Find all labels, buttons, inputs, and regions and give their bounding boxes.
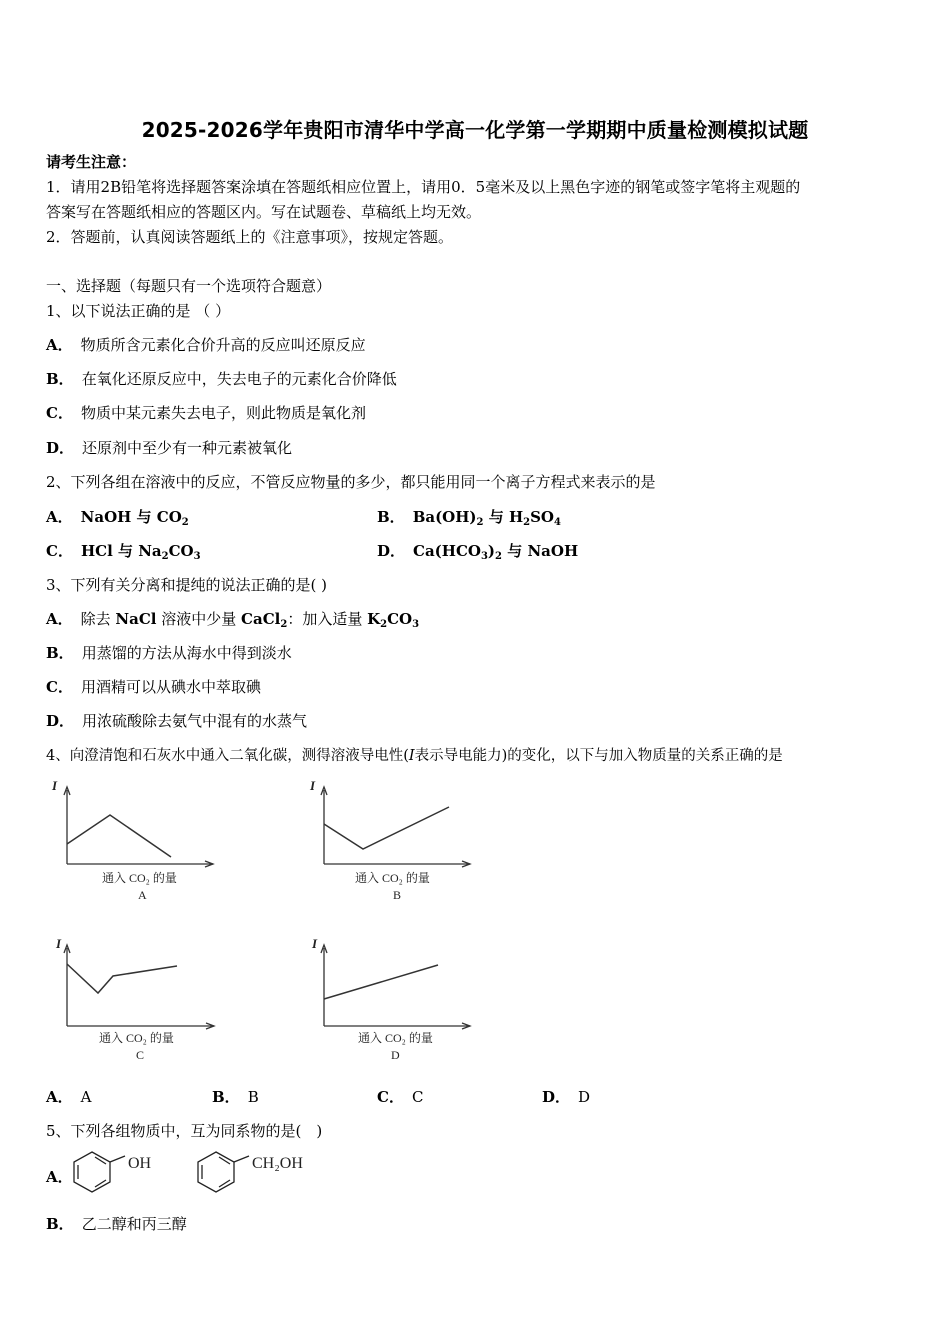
benzyl-ch2oh-label: CH₂OH [252,1155,303,1172]
graph-x-label: 通入 CO₂ 的量 [99,1031,174,1045]
q4-option-b[interactable] [212,1087,259,1107]
graph-a [48,776,228,904]
q4-stem [46,746,783,766]
q5-option-a-structures [70,1146,330,1202]
graph-c [50,934,230,1062]
option-label: B． [212,1088,240,1106]
option-label: D． [377,542,406,560]
option-text: C [411,1088,424,1106]
graph-d [306,934,486,1062]
graph-curve [67,964,177,993]
graph-y-label: I [312,936,318,951]
phenol-structure [74,1152,125,1192]
option-label: B． [46,1215,74,1233]
q4-option-d[interactable] [542,1087,590,1107]
q3-option-c[interactable] [46,677,261,697]
option-label: C． [377,1088,404,1106]
option-text: A [80,1088,92,1106]
q4-stem-part: 表示导电能力)的变化，以下与加入物质量的关系正确的是 [414,748,783,764]
option-text: 物质中某元素失去电子，则此物质是氧化剂 [80,404,366,422]
option-text: 物质所含元素化合价升高的反应叫还原反应 [80,336,366,354]
section-heading: 一、选择题（每题只有一个选项符合题意） [46,277,332,295]
graph-letter: B [393,888,402,902]
option-text: 还原剂中至少有一种元素被氧化 [82,439,293,457]
graph-x-label: 通入 CO₂ 的量 [358,1031,433,1045]
option-label: A． [46,1088,73,1106]
option-text: B [247,1088,259,1106]
option-label: D． [46,439,75,457]
graph-curve [67,815,171,857]
q1-option-d[interactable] [46,438,292,458]
q4-option-a[interactable] [46,1087,91,1107]
graph-x-label: 通入 CO₂ 的量 [355,871,430,885]
double-bond [95,1157,106,1164]
benzene-ring [74,1152,110,1192]
graph-letter: A [138,888,147,902]
q1-option-b[interactable] [46,369,397,389]
option-label: D． [46,712,75,730]
graph-letter: D [391,1048,400,1062]
benzene-ring [198,1152,234,1192]
phenol-oh-label: OH [128,1155,152,1172]
option-label: B． [377,508,405,526]
notice-line-1a: 1．请用2B铅笔将选择题答案涂填在答题纸相应位置上，请用0．5毫米及以上黑色字迹的钢笔或签字笔将主观题的 [46,178,801,196]
option-text: D [578,1088,591,1106]
q4-option-c[interactable] [377,1087,423,1107]
graph-letter: C [136,1048,145,1062]
q3-stem: 3、下列有关分离和提纯的说法正确的是( ) [46,576,328,594]
q2-option-b[interactable]: B． $Ba(OH)_2$ 与 $H_2SO_4$ [377,508,561,528]
q4-stem-part: 4、向澄清饱和石灰水中通入二氧化碳，测得溶液导电性( [46,748,409,764]
double-bond [95,1180,106,1187]
q2-option-c[interactable]: C． HCl 与 $Na_2CO_3$ [46,542,201,562]
substituent-bond [110,1156,125,1162]
q5-stem: 5、下列各组物质中，互为同系物的是( ) [46,1122,323,1140]
page-title: 2025-2026学年贵阳市清华中学高一化学第一学期期中质量检测模拟试题 [141,118,809,142]
q3-option-b[interactable] [46,643,292,663]
option-label: B． [46,370,74,388]
option-text: 在氧化还原反应中，失去电子的元素化合价降低 [81,370,397,388]
option-label: A． [46,508,73,526]
notice-line-1b: 答案写在答题纸相应的答题区内。写在试题卷、草稿纸上均无效。 [46,203,482,221]
q4-stem-symbol: I [408,748,415,764]
q2-option-d[interactable]: D． $Ca(HCO_3)_2$ 与 NaOH [377,542,579,562]
option-label: A． [46,1168,73,1186]
benzyl-alcohol-structure [198,1152,249,1192]
graph-b [306,776,486,904]
option-label: C． [46,404,73,422]
substituent-bond [234,1156,249,1162]
option-label: A． [46,610,73,628]
notice-heading: 请考生注意： [46,153,137,171]
option-label: B． [46,644,74,662]
notice-line-2: 2．答题前，认真阅读答题纸上的《注意事项》，按规定答题。 [46,228,454,246]
graph-y-label: I [310,778,316,793]
option-text: 用酒精可以从碘水中萃取碘 [80,678,261,696]
q1-option-a[interactable] [46,335,366,355]
option-label: C． [46,678,73,696]
q1-stem: 1、以下说法正确的是 （ ） [46,302,231,320]
double-bond [219,1157,230,1164]
option-label: C． [46,542,73,560]
q3-option-a[interactable]: A． 除去 NaCl 溶液中少量 CaCl$_2$：加入适量 $K_2CO_3$ [46,610,420,630]
option-label: A． [46,336,73,354]
q3-option-d[interactable] [46,711,307,731]
graph-curve [324,965,438,999]
option-text: 用浓硫酸除去氨气中混有的水蒸气 [82,712,308,730]
q1-option-c[interactable] [46,403,366,423]
graph-y-label: I [56,936,62,951]
graph-curve [324,807,449,849]
double-bond [219,1180,230,1187]
option-text: 乙二醇和丙三醇 [81,1215,187,1233]
option-label: D． [542,1088,571,1106]
option-text: 用蒸馏的方法从海水中得到淡水 [81,644,292,662]
q2-stem: 2、下列各组在溶液中的反应，不管反应物量的多少，都只能用同一个离子方程式来表示的是 [46,473,656,491]
q5-option-b[interactable] [46,1214,187,1234]
q2-option-a[interactable]: A． NaOH 与 $CO_2$ [46,508,189,528]
graph-y-label: I [52,778,58,793]
graph-x-label: 通入 CO₂ 的量 [102,871,177,885]
